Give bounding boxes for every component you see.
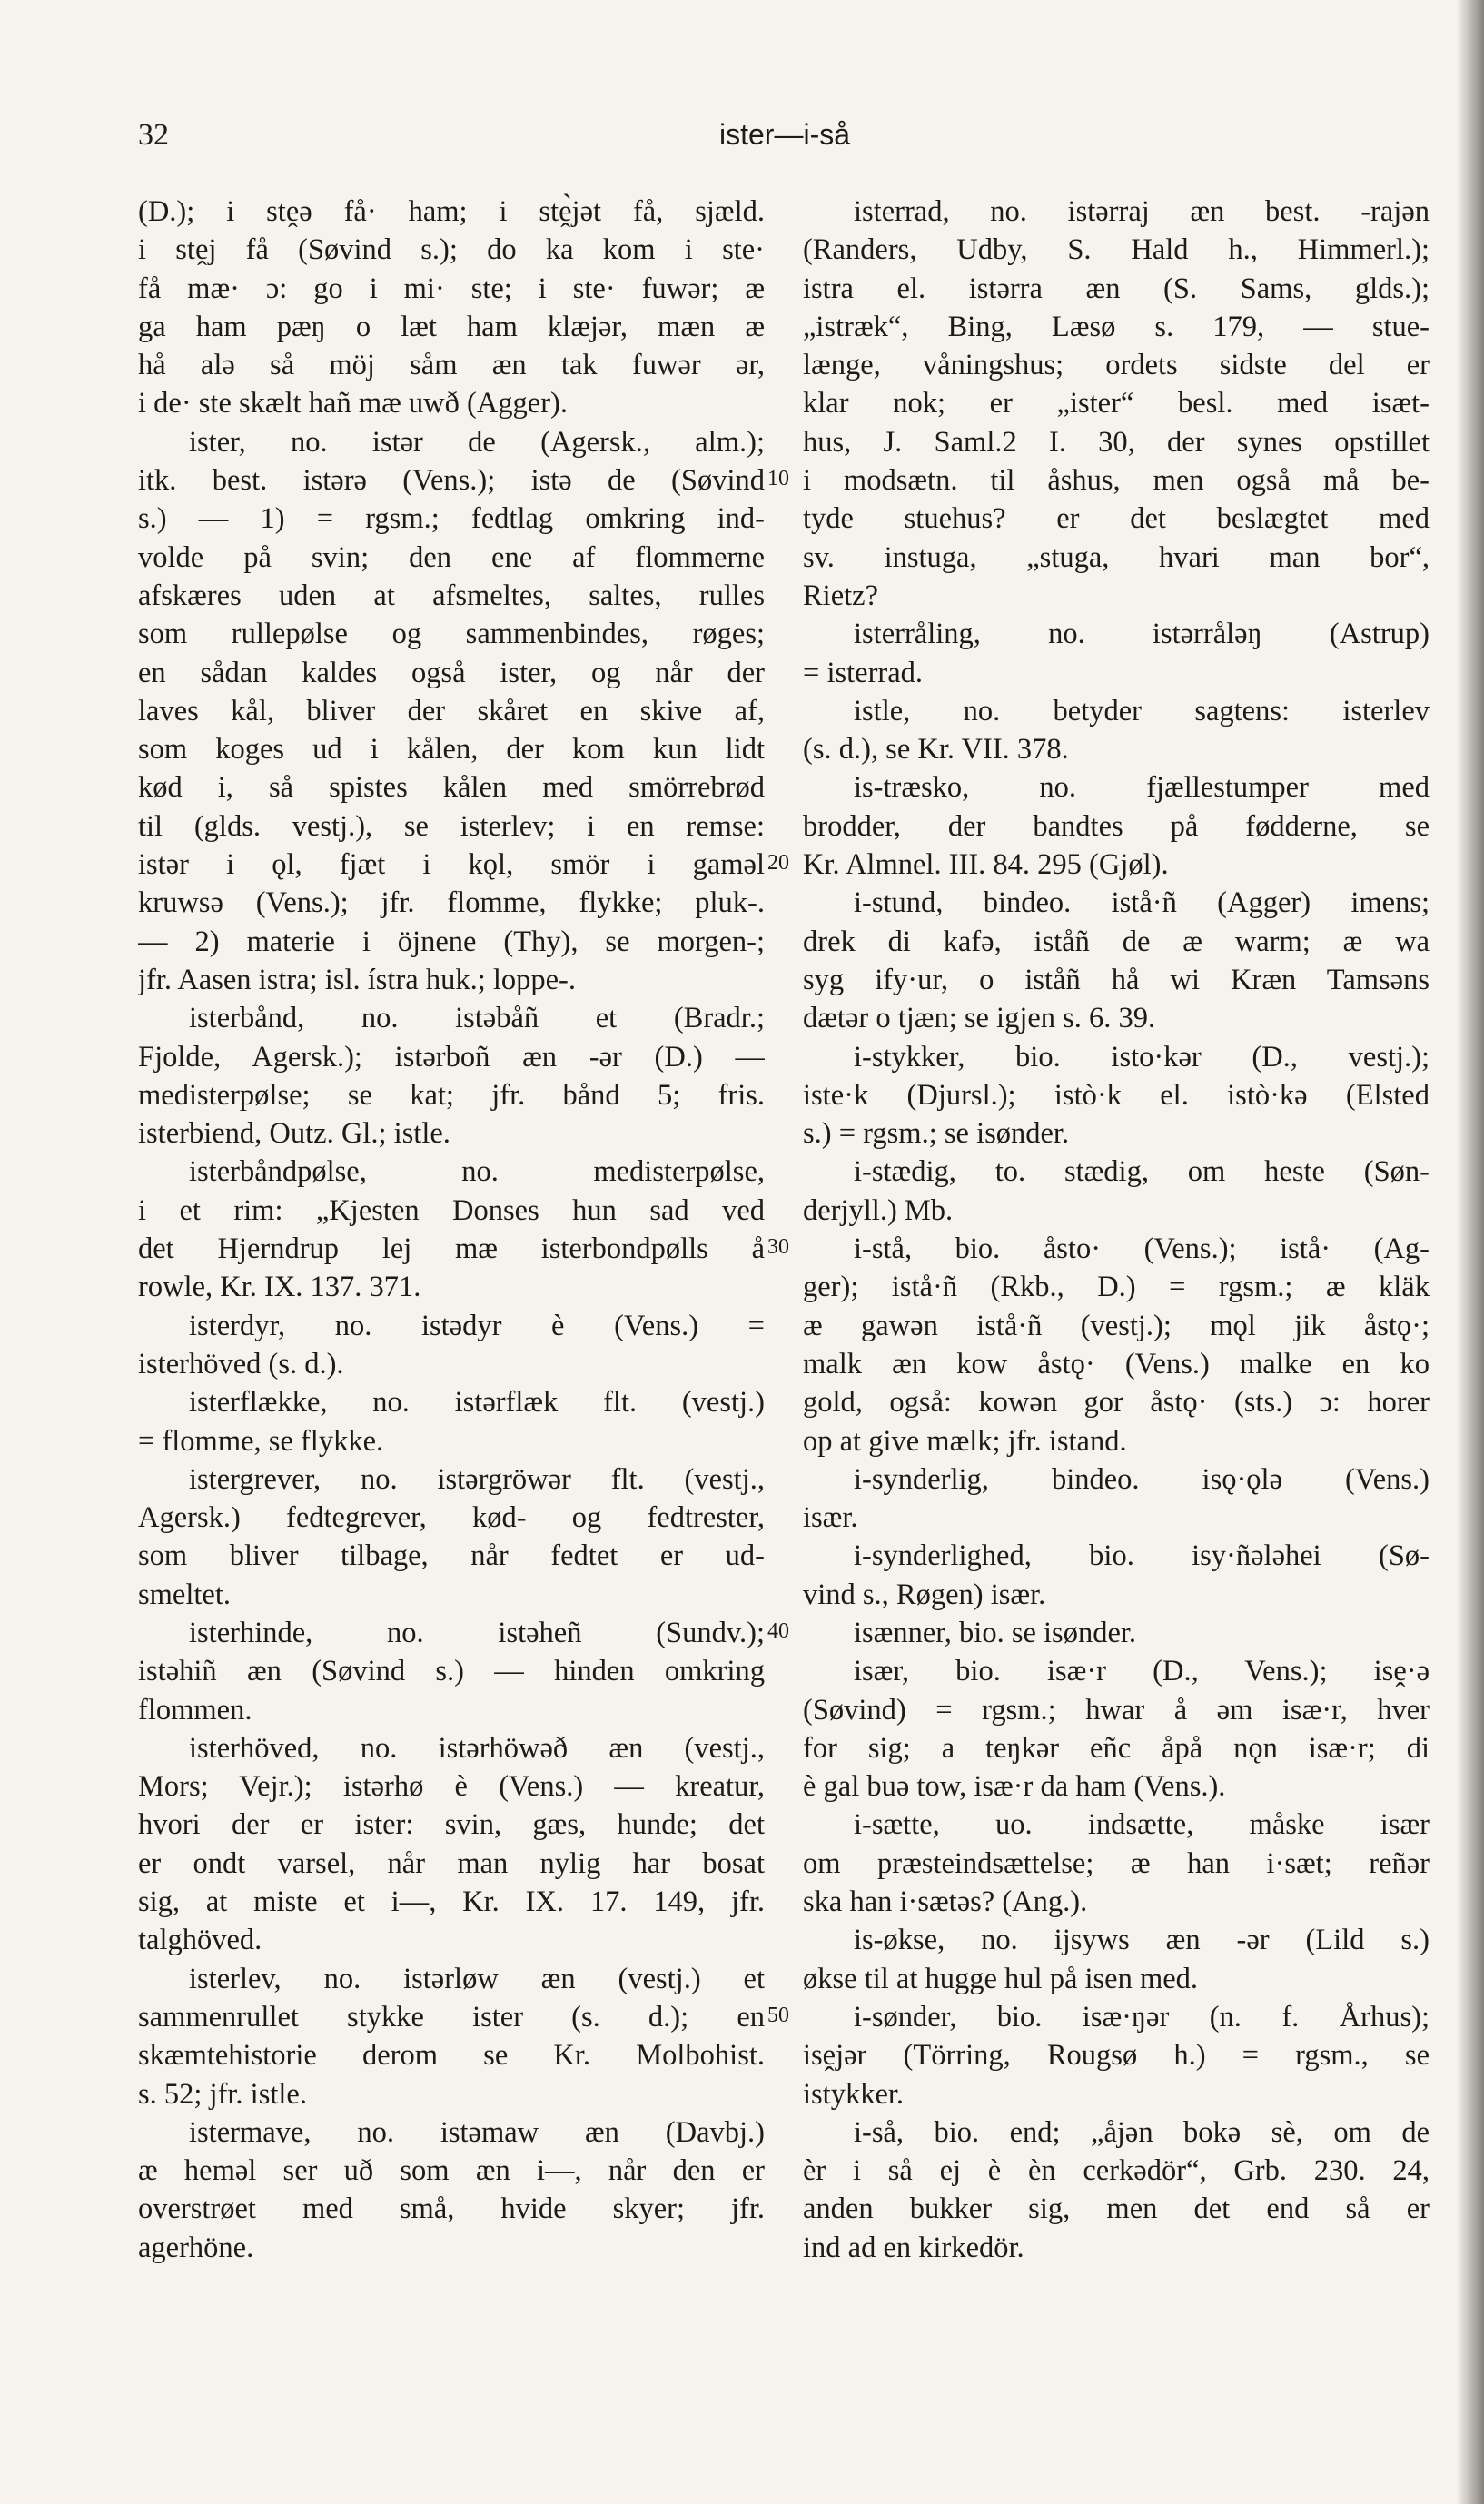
text-line: agerhöne. <box>138 2231 254 2264</box>
text-line: sammenrullet stykke ister (s. d.); en <box>138 2000 765 2034</box>
text-line: ister, no. istər de (Agersk., alm.); <box>189 425 765 459</box>
text-line: derjyll.) Mb. <box>803 1193 954 1227</box>
text-line: (Randers, Udby, S. Hald h., Himmerl.); <box>803 233 1430 267</box>
text-line: få mæ· ɔ: go i mi· ste; i ste· fuwər; æ <box>138 272 765 305</box>
text-line: i et rim: „Kjesten Donses hun sad ved <box>138 1193 765 1227</box>
text-line: ga ham pæŋ o læt ham klæjər, mæn æ <box>138 310 765 343</box>
text-line: æ gawən istå·ñ (vestj.); mǫl jik åstǫ·; <box>803 1309 1430 1342</box>
text-line: i-synderlig, bindeo. isǫ·ǫlə (Vens.) <box>854 1462 1430 1496</box>
text-line: ind ad en kirkedör. <box>803 2231 1024 2264</box>
text-line: i-så, bio. end; „åjən bokə sè, om de <box>854 2115 1430 2149</box>
text-line: om præsteindsættelse; æ han i·sæt; reñər <box>803 1846 1430 1880</box>
text-line: isterrad, no. istərraj æn best. -rajən <box>854 195 1430 228</box>
page-edge-shadow <box>1457 0 1484 2504</box>
text-line: skæmtehistorie derom se Kr. Molbohist. <box>138 2039 765 2073</box>
text-line: èr i så ej è èn cerkədör“, Grb. 230. 24, <box>803 2154 1430 2188</box>
text-line: talghöved. <box>138 1924 262 1957</box>
text-line: s.) — 1) = rgsm.; fedtlag omkring ind- <box>138 502 765 536</box>
text-line: isterbåndpølse, no. medisterpølse, <box>189 1155 765 1189</box>
text-line: ska han i·sætəs? (Ang.). <box>803 1885 1088 1919</box>
text-line: vind s., Røgen) især. <box>803 1578 1046 1611</box>
text-line: ger); istå·ñ (Rkb., D.) = rgsm.; æ kläk <box>803 1271 1430 1304</box>
text-line: som koges ud i kålen, der kom kun lidt <box>138 733 765 767</box>
text-line: tyde stuehus? er det beslægtet med <box>803 502 1430 536</box>
text-line: som rullepølse og sammenbindes, røges; <box>138 618 765 651</box>
line-number: 30 <box>767 1235 789 1260</box>
text-line: isterhöved, no. istərhöwəð æn (vestj., <box>189 1731 765 1765</box>
text-line: isænner, bio. se isønder. <box>854 1616 1137 1649</box>
text-line: hå alə så möj såm æn tak fuwər ər, <box>138 349 765 382</box>
text-line: i-stykker, bio. isto·kər (D., vestj.); <box>854 1040 1430 1074</box>
text-line: = isterrad. <box>803 656 924 689</box>
text-line: overstrøet med små, hvide skyer; jfr. <box>138 2192 765 2226</box>
text-line: (s. d.), se Kr. VII. 378. <box>803 733 1069 767</box>
line-number: 50 <box>767 2004 789 2028</box>
text-line: is-træsko, no. fjællestumper med <box>854 771 1430 805</box>
text-line: isterhöved (s. d.). <box>138 1347 344 1381</box>
text-line: syg ify·ur, o iståñ hå wi Kræn Tamsəns <box>803 963 1430 996</box>
text-line: især. <box>803 1501 858 1535</box>
text-line: istra el. istərra æn (S. Sams, glds.); <box>803 272 1430 305</box>
text-line: kruwsə (Vens.); jfr. flomme, flykke; pluk-. <box>138 886 765 920</box>
line-number: 20 <box>767 851 789 876</box>
text-line: Rietz? <box>803 579 879 612</box>
text-line: isterhinde, no. istəheñ (Sundv.); <box>189 1616 765 1649</box>
text-line: Fjolde, Agersk.); istərboñ æn -ər (D.) — <box>138 1040 765 1074</box>
text-line: (D.); i stḙə få· ham; i stḙ̀jət få, sjæld. <box>138 195 765 228</box>
text-line: istermave, no. istəmaw æn (Davbj.) <box>189 2115 765 2149</box>
text-line: itk. best. istərə (Vens.); istə de (Søvind <box>138 464 765 498</box>
text-line: istər i ǫl, fjæt i kǫl, smör i gamǝl <box>138 848 765 882</box>
text-line: laves kål, bliver der skåret en skive af, <box>138 694 765 727</box>
text-line: isterbånd, no. istəbåñ et (Bradr.; <box>189 1002 765 1035</box>
text-line: Mors; Vejr.); istərhø è (Vens.) — kreatur, <box>138 1770 765 1804</box>
text-line: jfr. Aasen istra; isl. ístra huk.; loppe-. <box>138 963 577 996</box>
page-number: 32 <box>138 118 169 152</box>
text-line: i-sønder, bio. isæ·ŋər (n. f. Århus); <box>854 2000 1430 2034</box>
text-line: rowle, Kr. IX. 137. 371. <box>138 1271 421 1304</box>
text-line: medisterpølse; se kat; jfr. bånd 5; fris. <box>138 1078 765 1112</box>
text-line: hvori der er ister: svin, gæs, hunde; det <box>138 1808 765 1842</box>
text-line: iste·k (Djursl.); istò·k el. istò·kə (Elsted <box>803 1078 1430 1112</box>
text-line: = flomme, se flykke. <box>138 1424 384 1458</box>
text-line: økse til at hugge hul på isen med. <box>803 1962 1199 1995</box>
text-line: i-synderlighed, bio. isy·ñələhei (Sø- <box>854 1539 1430 1573</box>
text-line: sv. instuga, „stuga, hvari man bor“, <box>803 540 1430 574</box>
text-line: — 2) materie i öjnene (Thy), se morgen-; <box>138 925 765 958</box>
text-line: s. 52; jfr. istle. <box>138 2077 307 2111</box>
running-head: ister—i-så <box>719 118 851 151</box>
text-line: is-økse, no. ijsyws æn -ər (Lild s.) <box>854 1924 1430 1957</box>
text-line: det Hjerndrup lej mæ isterbondpølls å <box>138 1232 765 1266</box>
text-line: Kr. Almnel. III. 84. 295 (Gjøl). <box>803 848 1169 882</box>
text-line: afskæres uden at afsmeltes, saltes, rulles <box>138 579 765 612</box>
text-line: længe, våningshus; ordets sidste del er <box>803 349 1430 382</box>
text-line: er ondt varsel, når man nylig har bosat <box>138 1846 765 1880</box>
text-line: i stḙj få (Søvind s.); do ka kom i ste· <box>138 233 765 267</box>
text-line: op at give mælk; jfr. istand. <box>803 1424 1127 1458</box>
line-number: 40 <box>767 1619 789 1644</box>
text-line: en sådan kaldes også ister, og når der <box>138 656 765 689</box>
text-line: volde på svin; den ene af flommerne <box>138 540 765 574</box>
text-line: isterråling, no. istərråləŋ (Astrup) <box>854 618 1430 651</box>
text-line: istle, no. betyder sagtens: isterlev <box>854 694 1430 727</box>
text-line: isterflække, no. istərflæk flt. (vestj.) <box>189 1386 765 1420</box>
text-line: (Søvind) = rgsm.; hwar å əm isæ·r, hver <box>803 1693 1430 1727</box>
text-line: gold, også: kowən gor åstǫ· (sts.) ɔ: horer <box>803 1386 1430 1420</box>
text-line: istykker. <box>803 2077 905 2111</box>
text-line: isterlev, no. istərløw æn (vestj.) et <box>189 1962 765 1995</box>
text-line: Agersk.) fedtegrever, kød- og fedtrester, <box>138 1501 765 1535</box>
text-line: sig, at miste et i—, Kr. IX. 17. 149, jfr. <box>138 1885 765 1919</box>
text-line: anden bukker sig, men det end så er <box>803 2192 1430 2226</box>
text-line: æ heməl ser uð som æn i—, når den er <box>138 2154 765 2188</box>
right-column <box>803 193 1430 2267</box>
text-line: istəhiñ æn (Søvind s.) — hinden omkring <box>138 1655 765 1688</box>
text-line: brodder, der bandtes på fødderne, se <box>803 809 1430 843</box>
text-line: i de· ste skælt hañ mæ uwð (Agger). <box>138 387 568 421</box>
text-line: for sig; a teŋkər eñc åpå nǫn isæ·r; di <box>803 1731 1430 1765</box>
text-line: hus, J. Saml.2 I. 30, der synes opstillet <box>803 425 1430 459</box>
text-line: kød i, så spistes kålen med smörrebrød <box>138 771 765 805</box>
left-column <box>138 193 765 2267</box>
text-line: i-sætte, uo. indsætte, måske især <box>854 1808 1430 1842</box>
text-line: dætər o tjæn; se igjen s. 6. 39. <box>803 1002 1156 1035</box>
page-header <box>138 118 1357 154</box>
text-line: i-stund, bindeo. istå·ñ (Agger) imens; <box>854 886 1430 920</box>
text-line: istergrever, no. istərgröwər flt. (vestj., <box>189 1462 765 1496</box>
text-line: til (glds. vestj.), se isterlev; i en remse: <box>138 809 765 843</box>
text-line: smeltet. <box>138 1578 231 1611</box>
text-line: drek di kafə, iståñ de æ warm; æ wa <box>803 925 1430 958</box>
text-line: klar nok; er „ister“ besl. med isæt- <box>803 387 1430 421</box>
text-line: isterdyr, no. istədyr è (Vens.) = <box>189 1309 765 1342</box>
text-line: s.) = rgsm.; se isønder. <box>803 1117 1070 1151</box>
text-line: flommen. <box>138 1693 252 1727</box>
text-line: som bliver tilbage, når fedtet er ud- <box>138 1539 765 1573</box>
text-line: „istræk“, Bing, Læsø s. 179, — stue- <box>803 310 1430 343</box>
text-line: isterbiend, Outz. Gl.; istle. <box>138 1117 450 1151</box>
line-number: 10 <box>767 467 789 491</box>
text-line: malk æn kow åstǫ· (Vens.) malke en ko <box>803 1347 1430 1381</box>
text-line: è gal buə tow, isæ·r da ham (Vens.). <box>803 1770 1226 1804</box>
text-line: især, bio. isæ·r (D., Vens.); isḙ·ə <box>854 1655 1430 1688</box>
text-line: i-stædig, to. stædig, om heste (Søn- <box>854 1155 1430 1189</box>
text-line: i modsætn. til åshus, men også må be- <box>803 464 1430 498</box>
text-line: i-stå, bio. åsto· (Vens.); istå· (Ag- <box>854 1232 1430 1266</box>
text-line: isḙjər (Törring, Rougsø h.) = rgsm., se <box>803 2039 1430 2073</box>
